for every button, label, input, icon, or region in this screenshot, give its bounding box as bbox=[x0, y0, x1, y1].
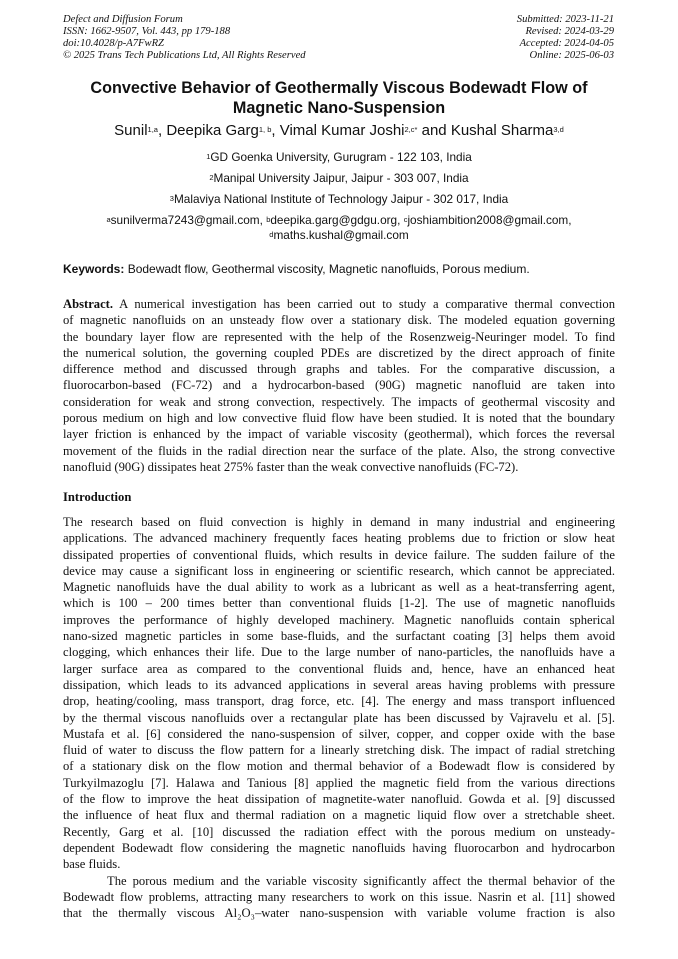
abstract-text: difference method and discussed through graphs and tables. For the comparative discussion, a bbox=[63, 362, 615, 377]
abstract-line bbox=[63, 377, 615, 393]
abstract-line bbox=[63, 296, 615, 312]
paragraph-line: improves the performance of highly developed machinery. Magnetic nanofluids contain spherical bbox=[63, 612, 615, 627]
author-separator: , bbox=[157, 122, 167, 139]
paragraph-line: base fluids. bbox=[63, 857, 121, 872]
author-name: Vimal Kumar Joshi bbox=[279, 122, 405, 139]
abstract-line bbox=[63, 443, 615, 459]
paragraph-line: nano-sized magnetic particles in some base-fluids, and the surfactant coating [3] helps them avoid bbox=[63, 629, 615, 644]
paragraph-line: Bodewadt flow problems, attracting many researchers to work on this issue. Nasrin et al. [11] showed bbox=[63, 889, 615, 904]
introduction-paragraph-1 bbox=[63, 514, 615, 873]
paragraph-line: device may cause a significant loss in engineering or scientific research, which cannot be appreciated. bbox=[63, 563, 615, 578]
abstract-text: the numerical solution, the governing coupled PDEs are discretized by the direct approach of finite bbox=[63, 345, 615, 360]
date-line: Submitted: 2023-11-21 bbox=[516, 14, 614, 25]
header-line: doi:10.4028/p-A7FwRZ bbox=[63, 38, 164, 49]
paragraph-line: fluid of water to discuss the flow pattern for a linearly stretching disk. The impact of radial stretching bbox=[63, 743, 615, 758]
journal-info bbox=[63, 14, 306, 62]
paragraph-line: larger surface area as compared to the conventional fluids and, hence, have an enhanced heat bbox=[63, 661, 615, 676]
author-separator: and bbox=[417, 122, 451, 139]
abstract-line bbox=[63, 329, 615, 345]
abstract-text: movement of the fluids in the radial direction near the surface of the plate. Also, the strong convective bbox=[63, 443, 615, 458]
paragraph-line: drop, heating/cooling, mass transport, drag force, etc. [4]. The energy and mass transport influenced bbox=[63, 694, 615, 709]
abstract-label: Abstract. bbox=[63, 297, 114, 311]
author-superscript: 1,a bbox=[147, 125, 158, 134]
paragraph-line: dissipated properties of conventional fluids, which results in device failure. The sudden failure of the bbox=[63, 547, 615, 562]
keywords bbox=[63, 262, 530, 276]
paragraph-line: Turkyilmazoglu [7]. Halawa and Tanious [8] applied the magnetic field from the various directions bbox=[63, 775, 615, 790]
paragraph-line: The research based on fluid convection is highly in demand in many industrial and engineering bbox=[63, 515, 615, 529]
paragraph-line: Magnetic nanofluids have the dual ability to work as a lubricant as well as a heat-transferring agent, bbox=[63, 580, 615, 595]
section-heading-introduction: Introduction bbox=[63, 490, 132, 504]
header-line: ISSN: 1662-9507, Vol. 443, pp 179-188 bbox=[63, 26, 231, 37]
paragraph-line: of the flow to improve the heat dissipation of magnetite-water nanofluid. Gowda et al. [9] discussed bbox=[63, 792, 615, 807]
abstract bbox=[63, 296, 615, 475]
paragraph-line: of a stationary disk on the flow motion and thermal behavior of a Bodewadt flow is considered by bbox=[63, 759, 615, 774]
abstract-text: A numerical investigation has been carried out to study a comparative thermal convection bbox=[113, 297, 615, 311]
abstract-text: nanofluid (90G) dissipates heat 275% faster than the weak convective nanofluids (FC-72). bbox=[63, 459, 519, 474]
paragraph-line: clogging, which enhances their life. Due to the large number of nano-particles, the nanofluids have a bbox=[63, 645, 615, 660]
paragraph-line: by the thermal viscous nanofluids over a rectangular plate has been discussed by Vajravelu et al. [5]. bbox=[63, 710, 615, 725]
title-line: Convective Behavior of Geothermally Viscous Bodewadt Flow of bbox=[90, 79, 588, 97]
submission-dates bbox=[517, 14, 614, 62]
abstract-line bbox=[63, 394, 615, 410]
author-emails: $^a$sunilverma7243@gmail.com, $^b$deepika.garg@gdgu.org, $^c$joshiambition2008@gmail.com, $^d$maths.kushal@gmail.com bbox=[106, 213, 572, 242]
header-line: © 2025 Trans Tech Publications Ltd, All Rights Reserved bbox=[63, 50, 306, 61]
paragraph-line: dependent Bodewadt flow considering the magnetic nanofluids having fluorocarbon and hydrocarbon bbox=[63, 840, 615, 855]
paper-title bbox=[0, 78, 678, 118]
abstract-text: layer friction is enhanced by the impact of variable viscosity (geothermal), which forces the reversal bbox=[63, 427, 615, 442]
author-name: Deepika Garg bbox=[166, 122, 259, 139]
abstract-line bbox=[63, 345, 615, 361]
abstract-text: consideration for weak and strong convection, respectively. The impacts of geothermal viscosity and bbox=[63, 394, 615, 409]
affiliation-3: $^3$Malaviya National Institute of Technology Jaipur - 302 017, India bbox=[169, 192, 509, 206]
paragraph-line: Recently, Garg et al. [10] discussed the radiation effect with the porous medium on unsteady- bbox=[63, 824, 615, 839]
abstract-text: fluorocarbon-based (FC-72) and a hydrocarbon-based (90G) magnetic nanofluid are taken into bbox=[63, 378, 615, 393]
abstract-line bbox=[63, 312, 615, 328]
abstract-line bbox=[63, 426, 615, 442]
date-line: Online: 2025-06-03 bbox=[529, 50, 614, 61]
author-name: Kushal Sharma bbox=[450, 122, 554, 139]
abstract-text: porous medium on high and low convective fluid flow have been studied. It is noted that the boundary bbox=[63, 411, 615, 426]
date-line: Accepted: 2024-04-05 bbox=[519, 38, 614, 49]
author-name: Sunil bbox=[114, 122, 148, 139]
introduction-paragraph-2 bbox=[63, 873, 615, 922]
author-superscript: 1, b bbox=[258, 125, 272, 134]
abstract-line bbox=[63, 459, 615, 475]
abstract-line bbox=[63, 410, 615, 426]
paragraph-line: dissipation, which leads to its advanced applications in several areas having problems with pressure bbox=[63, 677, 615, 692]
author-separator: , bbox=[271, 122, 280, 139]
date-line: Revised: 2024-03-29 bbox=[525, 26, 614, 37]
paragraph-line: applications. The advanced machinery frequently faces heating problems due to friction or slow heat bbox=[63, 531, 615, 546]
author-superscript: 2,c* bbox=[404, 125, 418, 134]
author-list bbox=[0, 122, 678, 140]
keywords-text: Bodewadt flow, Geothermal viscosity, Magnetic nanofluids, Porous medium. bbox=[124, 262, 530, 276]
author-superscript: 3,d bbox=[553, 125, 564, 134]
header-line: Defect and Diffusion Forum bbox=[63, 14, 183, 25]
abstract-text: the boundary layer flow are represented with the help of the Rosenzweig-Neuringer model. To find bbox=[63, 329, 615, 344]
abstract-text: of magnetic nanofluids on an unsteady flow over a stationary disk. The modeled equation governing bbox=[63, 313, 615, 328]
keywords-label: Keywords: bbox=[63, 262, 125, 276]
paragraph-line: that the thermally viscous Al₂O₃–water nano-suspension with variable volume fraction is also bbox=[63, 906, 615, 921]
paragraph-line: Mustafa et al. [6] considered the nano-suspension of silver, copper, and copper oxide with the base bbox=[63, 726, 615, 741]
paragraph-line: the influence of heat flux and thermal radiation on a magnetic liquid flow over a stretchable sheet. bbox=[63, 808, 615, 823]
affiliation-1: $^1$GD Goenka University, Gurugram - 122 103, India bbox=[206, 150, 472, 164]
abstract-line bbox=[63, 361, 615, 377]
affiliation-2: $^2$Manipal University Jaipur, Jaipur - 303 007, India bbox=[209, 171, 469, 185]
title-line: Magnetic Nano-Suspension bbox=[232, 99, 446, 117]
paragraph-line: The porous medium and the variable viscosity significantly affect the thermal behavior of the bbox=[107, 873, 615, 888]
paragraph-line: which is 100 – 200 times better than conventional fluids [1-2]. The use of magnetic nanofluids bbox=[63, 596, 615, 611]
